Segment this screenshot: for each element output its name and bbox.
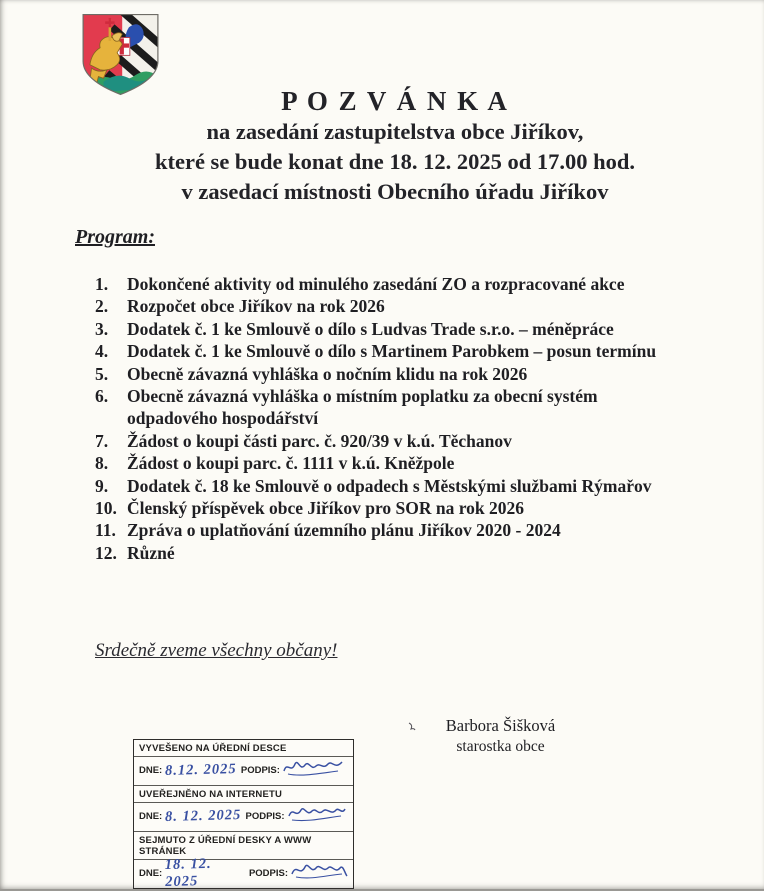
agenda-item <box>95 340 707 362</box>
agenda-item-text: Dodatek č. 1 ke Smlouvě o dílo s Ludvas Trade s.r.o. – méněpráce <box>127 318 614 339</box>
invitation-line: Srdečně zveme všechny občany! <box>95 640 338 661</box>
signature-scribble-icon <box>282 758 344 778</box>
signatory-role: starostka obce <box>456 738 545 755</box>
agenda-item-text: Dodatek č. 18 ke Smlouvě o odpadech s Městskými službami Rýmařov <box>127 475 652 496</box>
agenda-item-number: 9. <box>95 475 109 496</box>
header-line-1: na zasedání zastupitelstva obce Jiříkov, <box>206 119 584 144</box>
stamp-label: UVEŘEJNĚNO NA INTERNETU <box>134 785 353 802</box>
agenda-item <box>95 318 707 340</box>
agenda-item <box>95 273 707 295</box>
stamp-label: VYVEŠENO NA ÚŘEDNÍ DESCE <box>139 743 287 754</box>
agenda-item <box>95 497 707 519</box>
signatory-name <box>398 716 603 736</box>
agenda-item-text: Rozpočet obce Jiříkov na rok 2026 <box>127 296 385 317</box>
agenda-item-text: Žádost o koupi části parc. č. 920/39 v k.ú. Těchanov <box>127 430 512 451</box>
dne-label: DNE: <box>139 764 163 776</box>
agenda-item-text: Obecně závazná vyhláška o nočním klidu na rok 2026 <box>127 363 528 384</box>
signatory-block <box>398 716 603 756</box>
agenda-item <box>95 542 707 564</box>
handwritten-date: 8.12. 2025 <box>165 760 238 779</box>
podpis-label: PODPIS: <box>245 810 285 822</box>
agenda-item <box>95 475 707 497</box>
pen-mark-icon <box>408 721 416 731</box>
document-header <box>0 86 764 207</box>
agenda-item <box>95 430 707 452</box>
handwritten-date: 18. 12. 2025 <box>164 855 213 891</box>
page-title: P O Z V Á N K A <box>281 86 509 116</box>
agenda-item-number: 10. <box>95 498 117 519</box>
agenda-item <box>95 452 707 474</box>
agenda-item-number: 3. <box>95 318 109 339</box>
agenda-item-number: 4. <box>95 341 109 362</box>
agenda-item-text: Dodatek č. 1 ke Smlouvě o dílo s Martinem Parobkem – posun termínu <box>127 341 657 362</box>
dne-label: DNE: <box>139 810 163 822</box>
signature-scribble-icon <box>287 804 347 824</box>
agenda-item-text: Dokončené aktivity od minulého zasedání ZO a rozpracované akce <box>127 274 625 294</box>
agenda-list <box>95 273 707 564</box>
stamp-date-row <box>134 802 353 831</box>
agenda-item-number: 11. <box>95 520 116 541</box>
agenda-item <box>95 385 707 430</box>
header-line-3: v zasedací místnosti Obecního úřadu Jiříkov <box>181 179 609 204</box>
agenda-item-number: 12. <box>95 542 117 563</box>
stamp-section-posted <box>134 740 353 785</box>
agenda-item-number: 1. <box>95 274 109 294</box>
agenda-item-number: 8. <box>95 453 109 474</box>
stamp-section-internet <box>134 785 353 831</box>
agenda-item-number: 5. <box>95 363 109 384</box>
agenda-item-number: 7. <box>95 430 109 451</box>
handwritten-date: 8. 12. 2025 <box>165 806 242 825</box>
agenda-item-text: Obecně závazná vyhláška o místním poplatku za obecní systém odpadového hospodářství <box>127 386 598 429</box>
dne-label: DNE: <box>139 867 163 879</box>
agenda-item <box>95 295 707 317</box>
stamp-label: SEJMUTO Z ÚŘEDNÍ DESKY A WWW STRÁNEK <box>134 831 353 859</box>
signature-scribble-icon <box>290 860 348 882</box>
posting-stamp-box <box>133 739 354 889</box>
agenda-item <box>95 363 707 385</box>
podpis-label: PODPIS: <box>248 867 288 879</box>
jirikov-coat-of-arms-icon <box>78 12 163 97</box>
stamp-section-removed <box>134 831 353 891</box>
agenda-item-number: 6. <box>95 386 109 407</box>
stamp-date-row <box>134 756 353 785</box>
program-heading: Program: <box>75 226 155 248</box>
header-line-2: které se bude konat dne 18. 12. 2025 od 17.00 hod. <box>154 149 636 174</box>
agenda-item-number: 2. <box>95 296 109 317</box>
agenda-item-text: Členský příspěvek obce Jiříkov pro SOR na rok 2026 <box>127 498 525 519</box>
agenda-item-text: Zpráva o uplatňování územního plánu Jiříkov 2020 - 2024 <box>127 520 561 541</box>
stamp-date-row <box>134 855 353 891</box>
signatory-name-text: Barbora Šišková <box>445 716 556 735</box>
podpis-label: PODPIS: <box>240 764 280 776</box>
agenda-item <box>95 519 707 541</box>
agenda-item-text: Různé <box>127 542 175 563</box>
agenda-item-text: Žádost o koupi parc. č. 1111 v k.ú. Kněžpole <box>127 453 455 474</box>
